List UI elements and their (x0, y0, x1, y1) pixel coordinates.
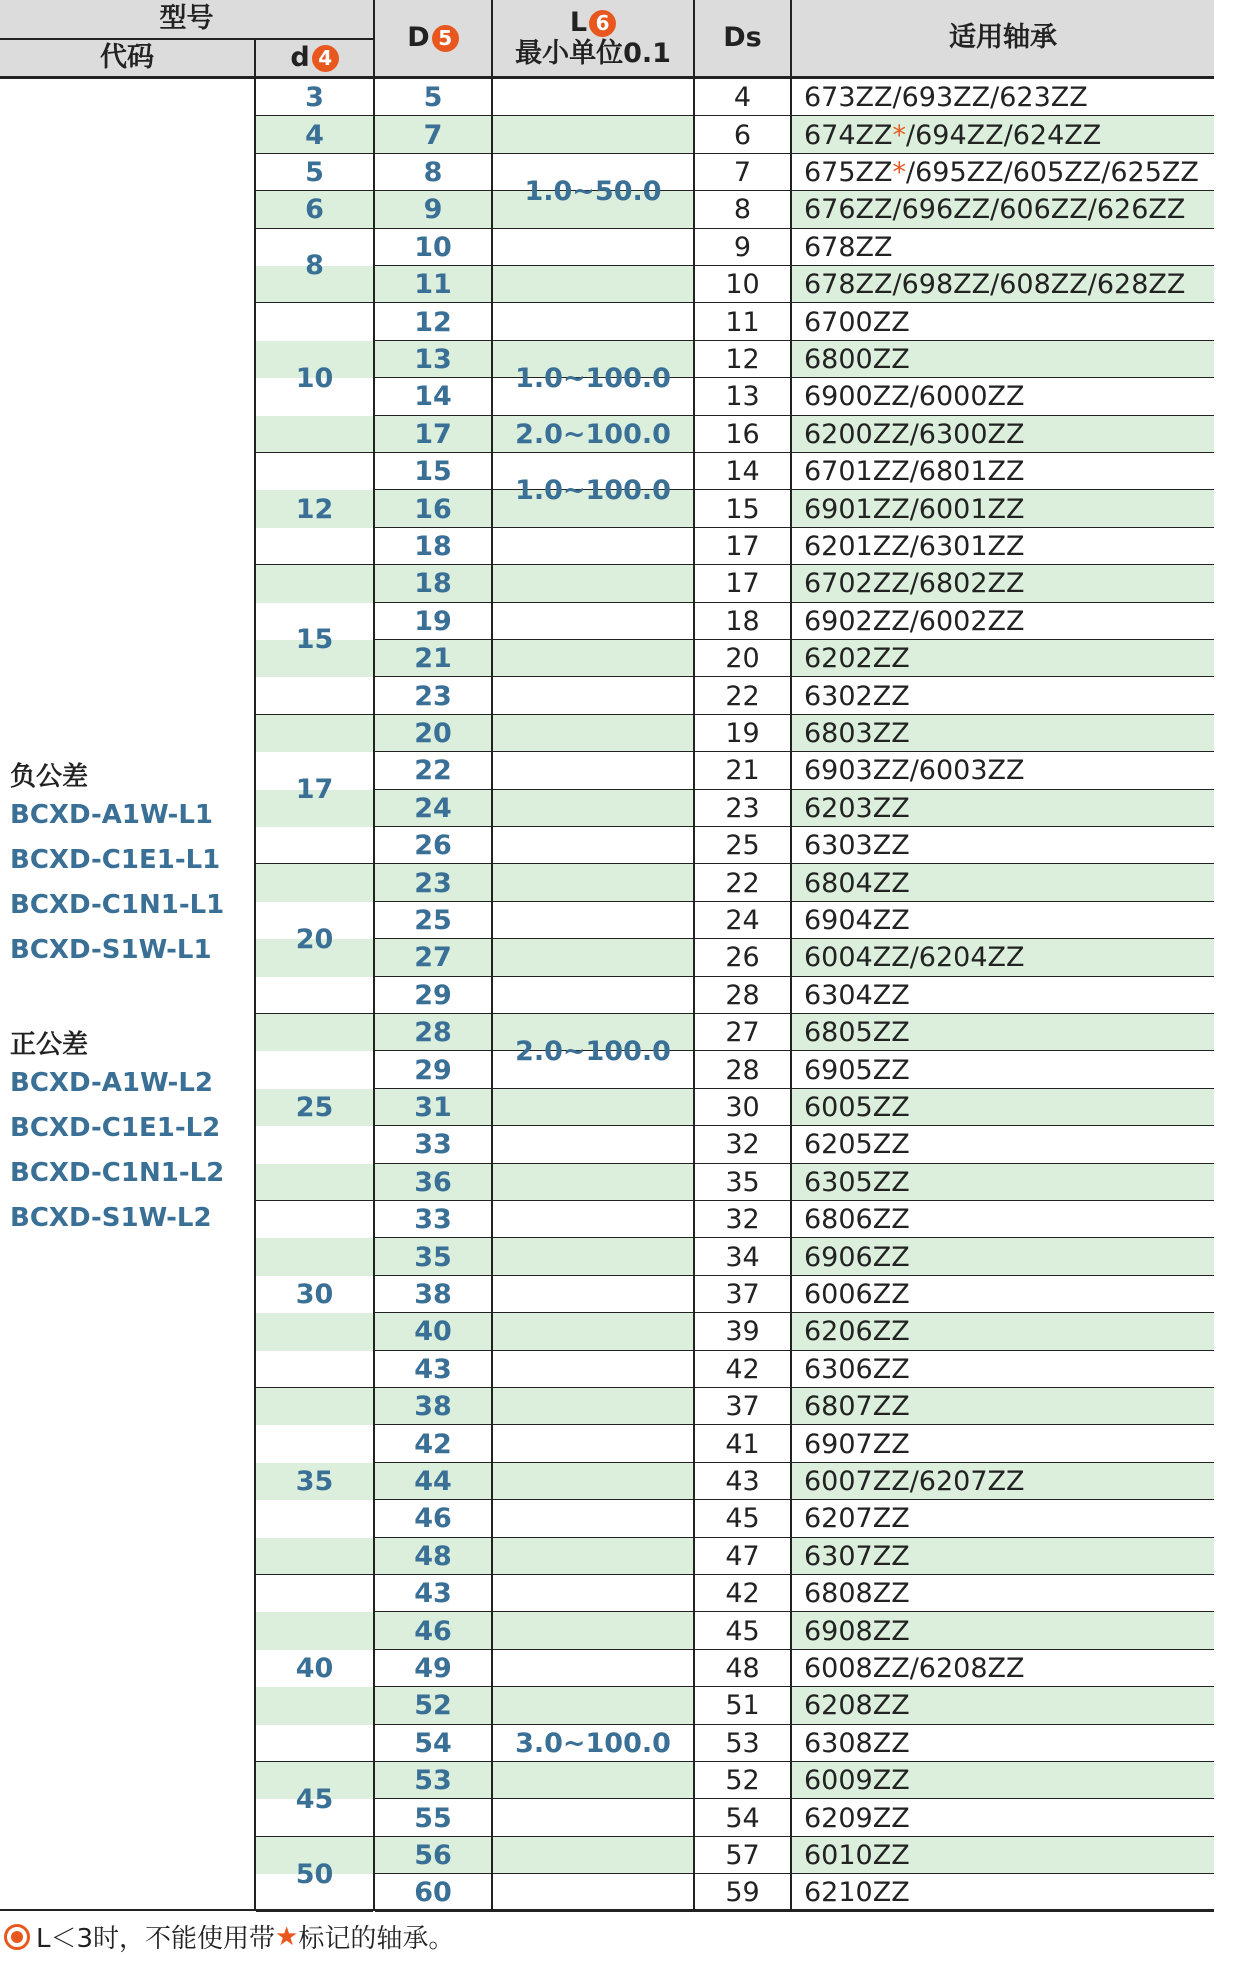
pos-code-1: BCXD-A1W-L2 (10, 1068, 213, 1098)
D-cell: 14 (414, 381, 452, 413)
D-cell: 16 (375, 490, 491, 527)
bearing-cell: 6308ZZ (804, 1727, 910, 1759)
bearing-cell: 6905ZZ (804, 1054, 910, 1086)
bearing-cell: 675ZZ * /695ZZ/605ZZ/625ZZ (804, 156, 1199, 188)
d-cell: 15 (295, 624, 334, 656)
D-cell: 18 (375, 565, 491, 602)
bearing-cell: 6800ZZ (792, 341, 1214, 378)
Ds-cell: 14 (725, 456, 760, 488)
bearing-cell: 6007ZZ/6207ZZ (792, 1463, 1214, 1500)
Ds-cell: 12 (725, 343, 760, 375)
bearing-cell: 6304ZZ (804, 979, 910, 1011)
Ds-cell: 21 (725, 755, 760, 787)
Ds-cell: 9 (733, 231, 752, 263)
L-cell (493, 303, 693, 340)
d-cell: 30 (295, 1279, 334, 1310)
L-cell: 3.0~100.0 (515, 1727, 671, 1759)
d-cell: 10 (295, 362, 334, 394)
asterisk-mark: * (892, 156, 907, 188)
bearing-cell: 6306ZZ (804, 1353, 910, 1385)
header-L-sub: 最小单位0.1 (515, 38, 671, 69)
bearing-cell: 6805ZZ (792, 1014, 1214, 1051)
bearing-cell: 6904ZZ (804, 904, 910, 936)
d-number-badge: 4 (312, 45, 339, 72)
D-number-badge: 5 (432, 25, 459, 52)
D-cell: 20 (375, 715, 491, 752)
Ds-cell: 24 (725, 904, 760, 936)
bullet-circle-icon (4, 1924, 30, 1950)
header-Ds (695, 0, 790, 76)
Ds-cell: 52 (725, 1765, 760, 1797)
bearing-cell: 6006ZZ (804, 1278, 910, 1310)
D-cell: 29 (414, 979, 452, 1011)
D-cell: 40 (375, 1313, 491, 1350)
bearing-cell: 6203ZZ (792, 790, 1214, 827)
d-cell: 35 (295, 1466, 334, 1497)
D-cell: 35 (375, 1238, 491, 1275)
d-cell: 6 (305, 194, 324, 226)
Ds-cell: 27 (725, 1017, 760, 1049)
Ds-cell: 4 (733, 82, 752, 114)
bearing-cell: 6303ZZ (804, 830, 910, 862)
d-cell: 5 (305, 156, 324, 188)
bearing-cell: 6806ZZ (804, 1204, 910, 1236)
L-cell: 1.0~100.0 (515, 474, 671, 506)
pos-tolerance-label: 正公差 (10, 1030, 89, 1060)
bearing-cell: 6005ZZ (792, 1089, 1214, 1126)
Ds-cell: 54 (725, 1802, 760, 1834)
D-cell: 38 (375, 1388, 491, 1425)
Ds-cell: 51 (725, 1690, 760, 1722)
Ds-cell: 47 (725, 1540, 760, 1572)
header-code (0, 40, 254, 76)
D-cell: 52 (375, 1687, 491, 1724)
Ds-cell: 48 (725, 1652, 760, 1684)
Ds-cell: 26 (725, 942, 760, 974)
Ds-cell: 28 (725, 979, 760, 1011)
Ds-cell: 19 (725, 717, 760, 749)
d-cell: 20 (295, 923, 334, 955)
D-cell: 43 (414, 1353, 452, 1385)
D-cell: 42 (414, 1428, 452, 1460)
Ds-cell: 7 (733, 156, 752, 188)
bearing-cell: 6010ZZ (792, 1837, 1214, 1874)
header-code-label: 代码 (100, 42, 154, 74)
bearing-cell: 6206ZZ (792, 1313, 1214, 1350)
D-cell: 13 (375, 341, 491, 378)
D-cell: 56 (375, 1837, 491, 1874)
D-cell: 54 (414, 1727, 452, 1759)
footnote (0, 1918, 454, 1955)
bearing-cell: 6702ZZ/6802ZZ (792, 565, 1214, 602)
bearing-cell: 6008ZZ/6208ZZ (804, 1652, 1025, 1684)
d-cell: 40 (295, 1653, 334, 1684)
footnote-text-before: L＜3时，不能使用带 (36, 1924, 276, 1954)
Ds-cell: 39 (725, 1316, 760, 1348)
pos-code-4: BCXD-S1W-L2 (10, 1203, 212, 1233)
D-cell: 29 (414, 1054, 452, 1086)
L-cell: 1.0~100.0 (515, 362, 671, 394)
D-cell: 44 (375, 1463, 491, 1500)
D-cell: 49 (414, 1652, 452, 1684)
D-cell: 12 (414, 306, 452, 338)
D-cell: 8 (423, 156, 443, 188)
neg-tolerance-label: 负公差 (10, 762, 89, 792)
D-cell: 55 (414, 1802, 452, 1834)
D-cell: 31 (375, 1089, 491, 1126)
D-cell: 21 (375, 640, 491, 677)
D-cell: 25 (414, 904, 452, 936)
bearing-cell: 6903ZZ/6003ZZ (804, 755, 1025, 787)
D-cell: 46 (414, 1503, 452, 1535)
pos-code-2: BCXD-C1E1-L2 (10, 1113, 221, 1143)
D-cell: 11 (375, 266, 491, 303)
Ds-cell: 37 (725, 1391, 760, 1423)
Ds-cell: 57 (725, 1839, 760, 1871)
Ds-cell: 6 (733, 119, 752, 151)
bearing-cell: 6701ZZ/6801ZZ (804, 456, 1025, 488)
Ds-cell: 13 (725, 381, 760, 413)
bearing-cell: 676ZZ/696ZZ/606ZZ/626ZZ (792, 191, 1214, 228)
D-cell: 5 (423, 82, 443, 114)
d-cell: 50 (295, 1858, 334, 1890)
bearing-cell: 6201ZZ/6301ZZ (804, 530, 1025, 562)
D-cell: 23 (375, 864, 491, 901)
D-cell: 27 (375, 939, 491, 976)
neg-code-3: BCXD-C1N1-L1 (10, 890, 225, 920)
D-cell: 43 (414, 1578, 452, 1610)
bearing-cell: 678ZZ/698ZZ/608ZZ/628ZZ (792, 266, 1214, 303)
D-cell: 33 (414, 1129, 452, 1161)
bearing-cell: 678ZZ (804, 231, 893, 263)
bearing-cell: 6700ZZ (804, 306, 910, 338)
d-cell: 12 (295, 493, 334, 525)
Ds-cell: 17 (725, 530, 760, 562)
header-L (493, 0, 693, 76)
D-cell: 38 (414, 1278, 452, 1310)
bearing-cell: 6305ZZ (792, 1164, 1214, 1201)
bearing-cell: 6207ZZ (804, 1503, 910, 1535)
header-D (375, 0, 491, 76)
D-cell: 48 (375, 1538, 491, 1575)
Ds-cell: 28 (725, 1054, 760, 1086)
Ds-cell: 35 (725, 1166, 760, 1198)
D-cell: 46 (375, 1612, 491, 1649)
Ds-cell: 53 (725, 1727, 760, 1759)
L-cell: 1.0~50.0 (524, 175, 662, 207)
bearing-cell: 6004ZZ/6204ZZ (792, 939, 1214, 976)
neg-code-4: BCXD-S1W-L1 (10, 935, 212, 965)
D-cell: 26 (414, 830, 452, 862)
D-cell: 15 (414, 456, 452, 488)
footnote-text-after: 标记的轴承。 (298, 1924, 455, 1954)
header-d (256, 40, 373, 76)
d-cell: 17 (295, 774, 334, 806)
Ds-cell: 32 (725, 1204, 760, 1236)
Ds-cell: 45 (725, 1503, 760, 1535)
Ds-cell: 18 (725, 605, 760, 637)
bearing-cell: 6807ZZ (792, 1388, 1214, 1425)
Ds-cell: 42 (725, 1353, 760, 1385)
d-cell: 4 (305, 119, 324, 151)
Ds-cell: 10 (725, 269, 760, 301)
D-cell: 23 (414, 680, 452, 712)
Ds-cell: 37 (725, 1278, 760, 1310)
bearing-cell: 6202ZZ (792, 640, 1214, 677)
pos-code-3: BCXD-C1N1-L2 (10, 1158, 225, 1188)
Ds-cell: 16 (725, 418, 760, 450)
bearing-cell: 6302ZZ (804, 680, 910, 712)
D-cell: 33 (414, 1204, 452, 1236)
Ds-cell: 25 (725, 830, 760, 862)
D-cell: 9 (375, 191, 491, 228)
Ds-cell: 59 (725, 1877, 760, 1909)
L-cell: 2.0~100.0 (515, 1035, 671, 1067)
bearing-cell: 6200ZZ/6300ZZ (792, 416, 1214, 453)
D-cell: 28 (375, 1014, 491, 1051)
D-cell: 17 (375, 416, 491, 453)
L-number-badge: 6 (589, 10, 616, 37)
bearing-cell: 6804ZZ (792, 864, 1214, 901)
bearing-cell: 6209ZZ (804, 1802, 910, 1834)
header-d-label: d (290, 42, 310, 74)
D-cell: 60 (414, 1877, 452, 1909)
Ds-cell: 8 (733, 194, 752, 226)
bearing-cell: 6901ZZ/6001ZZ (792, 490, 1214, 527)
bearing-cell: 6907ZZ (804, 1428, 910, 1460)
D-cell: 36 (375, 1164, 491, 1201)
Ds-cell: 15 (725, 493, 760, 525)
neg-code-1: BCXD-A1W-L1 (10, 800, 213, 830)
bearing-cell: 6906ZZ (792, 1238, 1214, 1275)
bearing-cell: 6808ZZ (804, 1578, 910, 1610)
Ds-cell: 34 (725, 1241, 760, 1273)
neg-code-2: BCXD-C1E1-L1 (10, 845, 221, 875)
header-model (0, 0, 373, 38)
d-cell: 25 (295, 1092, 334, 1123)
d-cell: 45 (295, 1783, 334, 1815)
Ds-cell: 20 (725, 643, 760, 675)
D-cell: 19 (414, 605, 452, 637)
Ds-cell: 43 (725, 1465, 760, 1497)
D-cell: 22 (414, 755, 452, 787)
Ds-cell: 11 (725, 306, 760, 338)
star-icon: ★ (275, 1921, 299, 1952)
header-model-label: 型号 (159, 3, 214, 35)
Ds-cell: 22 (725, 867, 760, 899)
bearing-cell: 673ZZ/693ZZ/623ZZ (804, 82, 1088, 114)
D-cell: 53 (375, 1762, 491, 1799)
D-cell: 24 (375, 790, 491, 827)
Ds-cell: 42 (725, 1578, 760, 1610)
bearing-cell: 6307ZZ (792, 1538, 1214, 1575)
header-bearing-label: 适用轴承 (949, 22, 1057, 54)
Ds-cell: 17 (725, 568, 760, 600)
Ds-cell: 41 (725, 1428, 760, 1460)
d-cell: 8 (305, 250, 324, 282)
header-D-label: D (407, 22, 430, 54)
bearing-cell: 6803ZZ (792, 715, 1214, 752)
Ds-cell: 22 (725, 680, 760, 712)
d-cell: 3 (305, 82, 324, 114)
Ds-cell: 23 (725, 792, 760, 824)
bearing-cell: 6009ZZ (792, 1762, 1214, 1799)
bearing-cell: 6208ZZ (792, 1687, 1214, 1724)
header-Ds-label: Ds (723, 22, 762, 54)
bearing-cell: 6210ZZ (804, 1877, 910, 1909)
asterisk-mark: * (892, 119, 907, 151)
D-cell: 18 (414, 530, 452, 562)
bearing-cell: 6900ZZ/6000ZZ (804, 381, 1025, 413)
L-cell: 2.0~100.0 (515, 418, 671, 450)
Ds-cell: 45 (725, 1615, 760, 1647)
header-bearing (792, 0, 1214, 76)
bearing-cell: 674ZZ * /694ZZ/624ZZ (792, 116, 1214, 153)
header-L-label: L (569, 6, 588, 38)
bearing-cell: 6205ZZ (804, 1129, 910, 1161)
Ds-cell: 32 (725, 1129, 760, 1161)
D-cell: 7 (375, 116, 491, 153)
bearing-cell: 6908ZZ (792, 1612, 1214, 1649)
D-cell: 10 (414, 231, 452, 263)
Ds-cell: 30 (725, 1091, 760, 1123)
bearing-cell: 6902ZZ/6002ZZ (804, 605, 1025, 637)
